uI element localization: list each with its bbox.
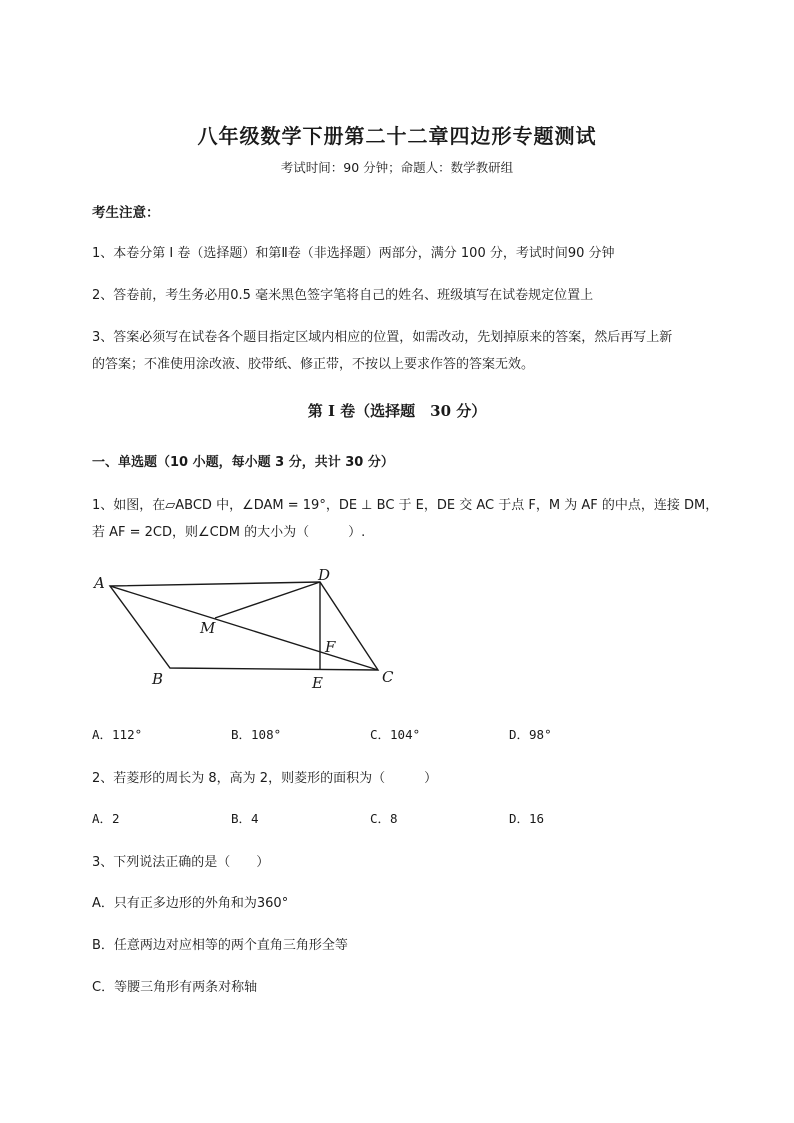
label-c: C bbox=[382, 668, 394, 686]
q1-option-c: C．104° bbox=[370, 727, 421, 742]
question-2-stem: 2、若菱形的周长为 8，高为 2，则菱形的面积为（ ） bbox=[92, 771, 438, 786]
notice-item-3: 3、答案必须写在试卷各个题目指定区域内相应的位置，如需改动，先划掉原来的答案，然后再写上新 bbox=[92, 330, 673, 345]
question-1-line-2: 若 AF = 2CD，则∠CDM 的大小为（ ）. bbox=[92, 525, 366, 540]
diagonal-ac bbox=[110, 586, 378, 670]
q2-option-d: D．16 bbox=[509, 811, 545, 826]
section-title: 第 I 卷（选择题 30 分） bbox=[307, 402, 487, 420]
q2-option-a: A．2 bbox=[92, 811, 120, 826]
notice-item-3-continued: 的答案；不准使用涂改液、胶带纸、修正带，不按以上要求作答的答案无效。 bbox=[92, 357, 535, 372]
label-d: D bbox=[318, 566, 331, 584]
notice-heading: 考生注意： bbox=[92, 205, 160, 221]
label-f: F bbox=[325, 638, 336, 656]
q3-option-c: C．等腰三角形有两条对称轴 bbox=[92, 980, 258, 995]
label-e: E bbox=[312, 674, 323, 692]
notice-item-2: 2、答卷前，考生务必用0.5 毫米黑色签字笔将自己的姓名、班级填写在试卷规定位置上 bbox=[92, 288, 594, 303]
q1-option-a: A．112° bbox=[92, 727, 143, 742]
segment-dm bbox=[215, 582, 320, 618]
q1-option-b: B．108° bbox=[231, 727, 282, 742]
parallelogram-figure bbox=[88, 562, 408, 692]
label-a: A bbox=[94, 574, 105, 592]
part-title: 一、单选题（10 小题，每小题 3 分，共计 30 分） bbox=[92, 455, 394, 470]
q2-option-b: B．4 bbox=[231, 811, 259, 826]
notice-item-1: 1、本卷分第 I 卷（选择题）和第Ⅱ卷（非选择题）两部分，满分 100 分，考试时间90 分钟 bbox=[92, 246, 615, 261]
q2-option-c: C．8 bbox=[370, 811, 398, 826]
q3-option-b: B．任意两边对应相等的两个直角三角形全等 bbox=[92, 938, 348, 953]
exam-subtitle: 考试时间：90 分钟；命题人：数学教研组 bbox=[280, 160, 514, 175]
question-1-line-1: 1、如图，在▱ABCD 中，∠DAM = 19°，DE ⊥ BC 于 E，DE 交 AC 于点 F，M 为 AF 的中点，连接 DM， bbox=[92, 498, 719, 513]
label-m: M bbox=[200, 619, 216, 637]
q3-option-a: A．只有正多边形的外角和为360° bbox=[92, 896, 289, 911]
label-b: B bbox=[152, 670, 164, 688]
exam-title: 八年级数学下册第二十二章四边形专题测试 bbox=[197, 124, 597, 148]
question-3-stem: 3、下列说法正确的是（ ） bbox=[92, 855, 270, 870]
q1-option-d: D．98° bbox=[509, 727, 552, 742]
